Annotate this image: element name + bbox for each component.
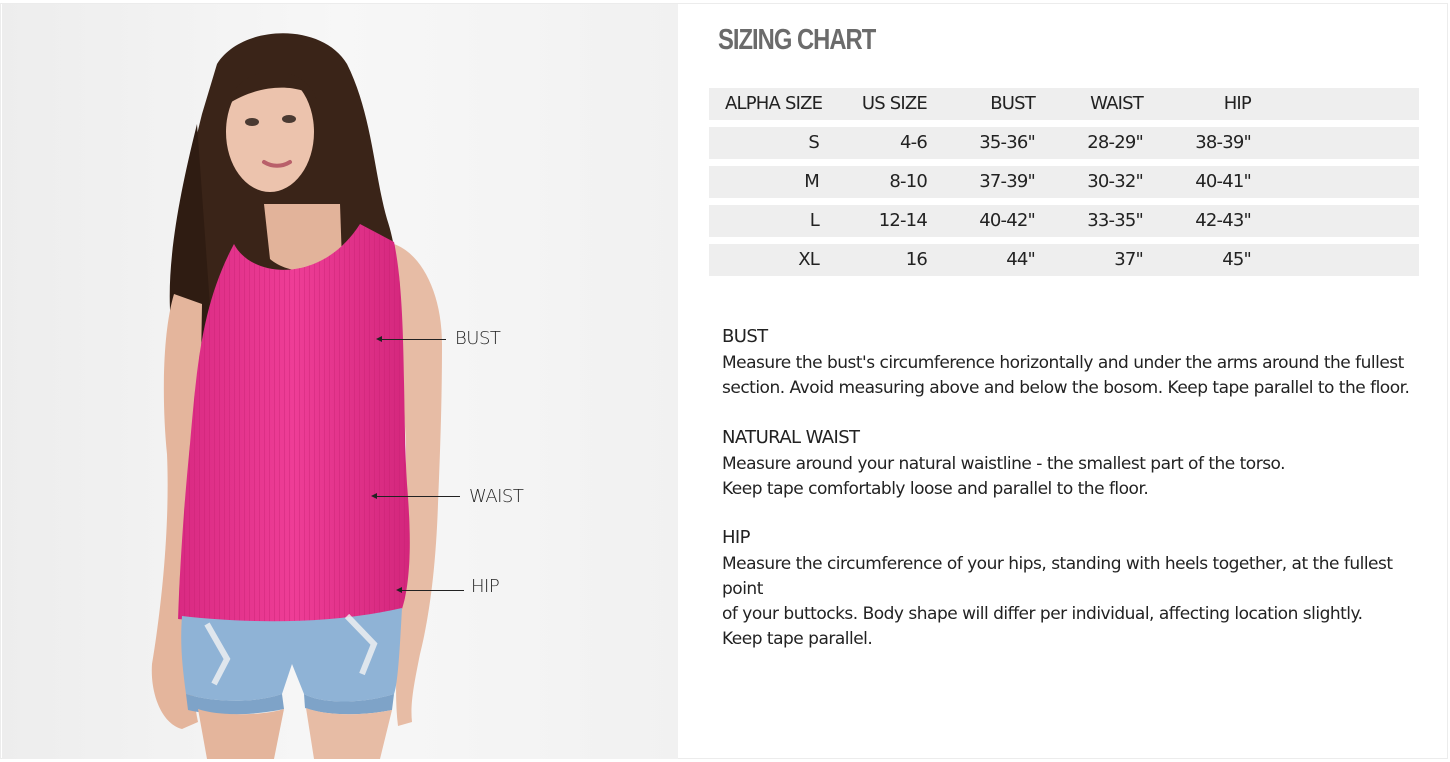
- bust-callout-label: BUST: [455, 328, 501, 349]
- cell-alpha-size: XL: [798, 249, 819, 270]
- waist-description: [722, 427, 1422, 502]
- header-hip: HIP: [1223, 93, 1251, 114]
- cell-us-size: 4-6: [900, 132, 927, 153]
- hip-description: [722, 527, 1422, 652]
- sizing-table: [709, 88, 1419, 283]
- waist-description-line-1: Measure around your natural waistline - the smallest part of the torso.: [722, 454, 1286, 474]
- waist-description-line-2: Keep tape comfortably loose and parallel to the floor.: [722, 479, 1149, 499]
- bust-pointer-line: [378, 339, 446, 340]
- cell-alpha-size: M: [804, 171, 819, 192]
- hip-callout-label: HIP: [471, 576, 500, 597]
- cell-waist: 33-35": [1087, 210, 1143, 231]
- model-illustration: [2, 4, 678, 759]
- cell-hip: 42-43": [1195, 210, 1251, 231]
- cell-hip: 40-41": [1195, 171, 1251, 192]
- cell-hip: 38-39": [1195, 132, 1251, 153]
- cell-hip: 45": [1222, 249, 1251, 270]
- cell-waist: 30-32": [1087, 171, 1143, 192]
- waist-description-title: NATURAL WAIST: [722, 427, 860, 448]
- cell-alpha-size: S: [808, 132, 819, 153]
- bust-description: [722, 326, 1422, 401]
- page-title: SIZING CHART: [718, 24, 876, 56]
- cell-bust: 44": [1006, 249, 1035, 270]
- cell-waist: 28-29": [1087, 132, 1143, 153]
- waist-pointer-line: [373, 496, 460, 497]
- bust-description-line-2: section. Avoid measuring above and below the bosom. Keep tape parallel to the floor.: [722, 378, 1410, 398]
- cell-alpha-size: L: [809, 210, 819, 231]
- cell-bust: 35-36": [979, 132, 1035, 153]
- header-alpha-size: ALPHA SIZE: [725, 93, 823, 114]
- header-us-size: US SIZE: [861, 93, 927, 114]
- cell-us-size: 16: [905, 249, 927, 270]
- bust-description-title: BUST: [722, 326, 768, 347]
- cell-us-size: 12-14: [878, 210, 927, 231]
- cell-bust: 40-42": [979, 210, 1035, 231]
- table-row: [709, 244, 1419, 276]
- table-header-row: [709, 88, 1419, 120]
- waist-callout-label: WAIST: [469, 486, 524, 507]
- hip-pointer-line: [398, 590, 464, 591]
- bust-description-line-1: Measure the bust's circumference horizontally and under the arms around the fullest: [722, 353, 1404, 373]
- hip-description-line-3: Keep tape parallel.: [722, 629, 873, 649]
- cell-waist: 37": [1114, 249, 1143, 270]
- cell-us-size: 8-10: [889, 171, 927, 192]
- hip-description-title: HIP: [722, 527, 750, 548]
- header-bust: BUST: [990, 93, 1035, 114]
- hip-description-line-2: of your buttocks. Body shape will differ per individual, affecting location slightly.: [722, 604, 1363, 624]
- table-row: [709, 205, 1419, 237]
- hip-description-line-1: Measure the circumference of your hips, standing with heels together, at the fullest point: [722, 554, 1393, 599]
- model-photo: [2, 4, 678, 759]
- cell-bust: 37-39": [979, 171, 1035, 192]
- table-row: [709, 127, 1419, 159]
- header-waist: WAIST: [1090, 93, 1143, 114]
- table-row: [709, 166, 1419, 198]
